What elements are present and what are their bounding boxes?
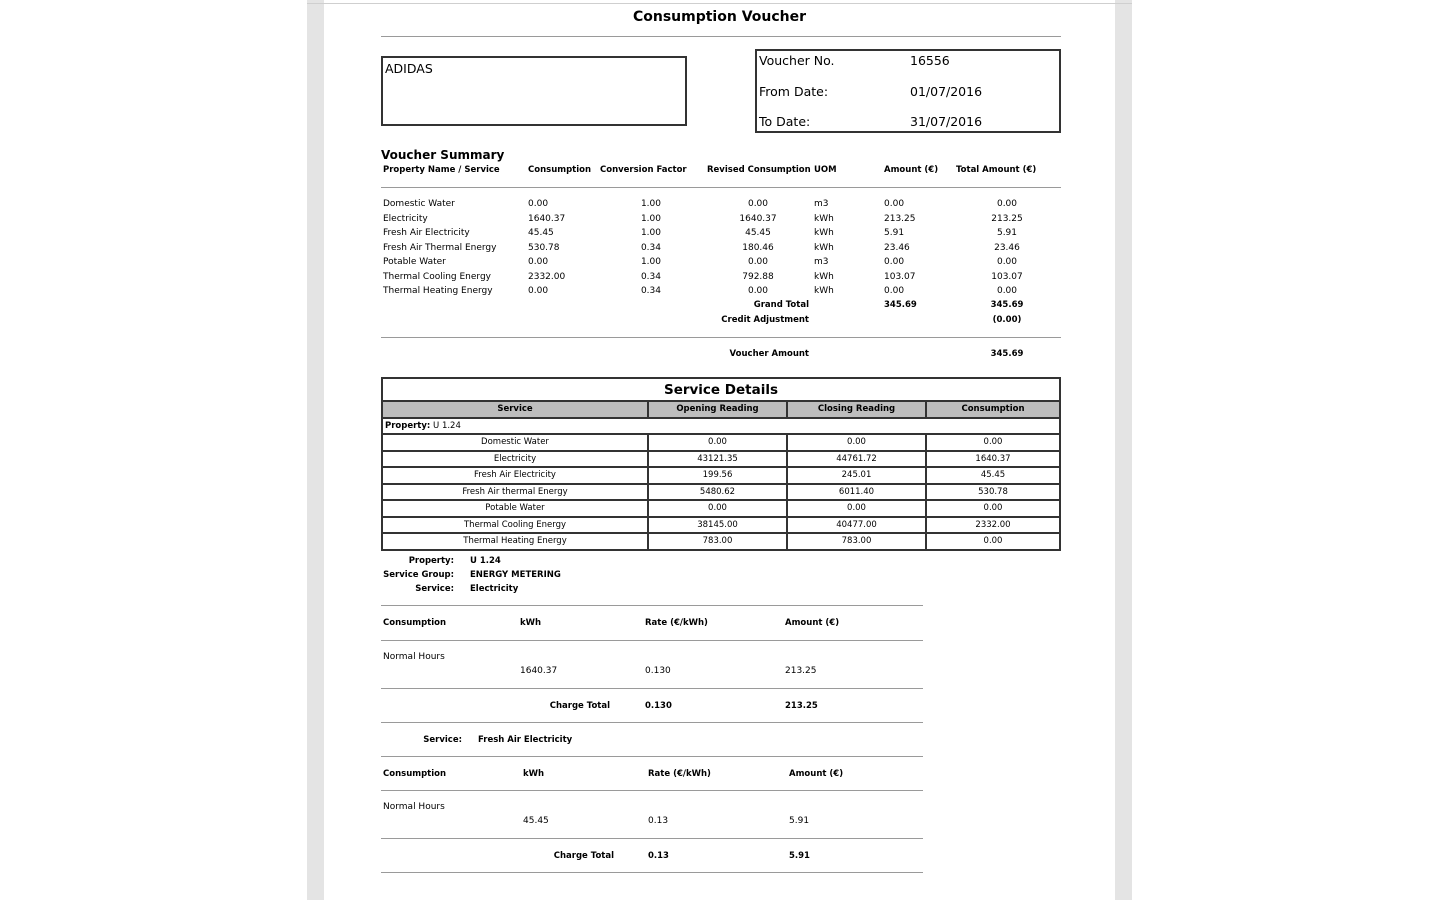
credit-adjustment-value: (0.00) xyxy=(992,314,1022,325)
details-closing: 44761.72 xyxy=(787,451,926,468)
details-closing: 783.00 xyxy=(787,533,926,550)
credit-adjustment-label: Credit Adjustment xyxy=(721,314,809,325)
charge2-col-rate: Rate (€/kWh) xyxy=(648,769,711,779)
table-row xyxy=(382,434,1060,451)
charge1-col-consumption: Consumption xyxy=(383,618,447,628)
charge1-rate: 0.130 xyxy=(645,666,671,676)
from-date-label: From Date: xyxy=(759,84,829,99)
charge2-amount: 5.91 xyxy=(789,816,810,826)
details-property-label: Property: xyxy=(385,420,431,431)
charge1-col-rate: Rate (€/kWh) xyxy=(645,618,708,628)
summary-revised: 180.46 xyxy=(742,242,774,253)
details-service: Domestic Water xyxy=(382,434,648,451)
voucher-no-label: Voucher No. xyxy=(759,53,835,68)
summary-col-revised: Revised Consumption xyxy=(707,165,811,175)
summary-col-amount: Amount (€) xyxy=(884,165,939,175)
details-consumption: 1640.37 xyxy=(926,451,1060,468)
table-row xyxy=(382,533,1060,550)
grand-total-total: 345.69 xyxy=(990,300,1024,310)
summary-uom: kWh xyxy=(814,271,834,282)
summary-total: 0.00 xyxy=(996,257,1018,267)
voucher-info-box xyxy=(755,49,1061,133)
summary-factor: 1.00 xyxy=(640,199,661,209)
charge2-top-divider xyxy=(381,756,923,757)
summary-consumption: 530.78 xyxy=(528,242,560,253)
details-service: Fresh Air Electricity xyxy=(382,467,648,484)
summary-factor: 1.00 xyxy=(640,228,661,238)
charge1-amount: 213.25 xyxy=(785,666,817,676)
from-date-value: 01/07/2016 xyxy=(910,84,983,99)
summary-col-service: Property Name / Service xyxy=(383,165,500,175)
charge1-total-rate: 0.130 xyxy=(645,701,672,711)
charges-property-value: U 1.24 xyxy=(470,556,501,566)
to-date-label: To Date: xyxy=(759,114,811,129)
summary-col-uom: UOM xyxy=(814,165,837,175)
charge2-service-label: Service: xyxy=(423,735,462,745)
details-closing: 40477.00 xyxy=(787,517,926,534)
document-page xyxy=(324,4,1115,900)
details-opening: 0.00 xyxy=(648,434,787,451)
voucher-amount-value: 345.69 xyxy=(990,349,1024,359)
service-details-table xyxy=(381,377,1061,551)
summary-heading: Voucher Summary xyxy=(381,148,505,162)
summary-amount: 0.00 xyxy=(884,199,905,209)
charge1-bottom-divider xyxy=(381,722,923,723)
charge1-col-unit: kWh xyxy=(520,618,542,628)
summary-consumption: 0.00 xyxy=(528,199,549,209)
charge1-header-divider xyxy=(381,640,923,641)
summary-service: Thermal Heating Energy xyxy=(383,286,493,296)
charge2-rate: 0.13 xyxy=(648,816,669,826)
summary-amount: 213.25 xyxy=(884,213,916,224)
charge2-header-divider xyxy=(381,790,923,791)
charge1-top-divider xyxy=(381,605,923,606)
service-group-label: Service Group: xyxy=(383,570,454,580)
details-consumption: 45.45 xyxy=(926,467,1060,484)
details-header-row xyxy=(382,401,1060,418)
charge2-col-amount: Amount (€) xyxy=(789,769,844,779)
to-date-value: 31/07/2016 xyxy=(910,114,983,129)
details-consumption: 0.00 xyxy=(926,533,1060,550)
summary-revised: 792.88 xyxy=(742,271,774,282)
table-row xyxy=(382,484,1060,501)
summary-col-total: Total Amount (€) xyxy=(956,165,1037,175)
summary-consumption: 2332.00 xyxy=(528,271,566,282)
charge1-body-divider xyxy=(381,688,923,689)
table-row xyxy=(382,467,1060,484)
details-opening: 5480.62 xyxy=(648,484,787,501)
service-details-heading: Service Details xyxy=(382,378,1060,401)
summary-revised: 45.45 xyxy=(745,228,771,238)
details-opening: 43121.35 xyxy=(648,451,787,468)
details-opening: 199.56 xyxy=(648,467,787,484)
details-property-row xyxy=(382,418,1060,435)
charge2-total-amount: 5.91 xyxy=(789,851,810,861)
service-label: Service: xyxy=(415,584,454,594)
charge1-col-amount: Amount (€) xyxy=(785,618,840,628)
table-row xyxy=(382,451,1060,468)
charge2-bottom-divider xyxy=(381,872,923,873)
summary-service: Thermal Cooling Energy xyxy=(383,271,492,282)
summary-service: Electricity xyxy=(383,213,428,224)
viewer-margin-left xyxy=(307,0,324,900)
summary-uom: kWh xyxy=(814,242,834,253)
charge2-body-divider xyxy=(381,838,923,839)
summary-service: Potable Water xyxy=(383,257,446,267)
summary-uom: kWh xyxy=(814,286,834,296)
summary-col-factor: Conversion Factor xyxy=(600,165,687,175)
summary-amount: 0.00 xyxy=(884,257,905,267)
details-service: Thermal Heating Energy xyxy=(382,533,648,550)
details-service: Fresh Air thermal Energy xyxy=(382,484,648,501)
charge1-band: Normal Hours xyxy=(383,652,445,662)
charge2-col-unit: kWh xyxy=(523,769,545,779)
title-divider xyxy=(381,36,1061,37)
charge1-total-amount: 213.25 xyxy=(785,701,818,711)
details-property xyxy=(382,418,1060,435)
summary-total: 0.00 xyxy=(996,286,1018,296)
summary-consumption: 0.00 xyxy=(528,286,549,296)
summary-uom: m3 xyxy=(814,257,829,267)
service-value: Electricity xyxy=(470,584,519,594)
details-property-value: U 1.24 xyxy=(433,420,461,431)
summary-total: 5.91 xyxy=(996,228,1018,238)
details-opening: 0.00 xyxy=(648,500,787,517)
details-col-consumption: Consumption xyxy=(926,401,1060,418)
details-consumption: 0.00 xyxy=(926,434,1060,451)
summary-footer-divider xyxy=(381,337,1061,338)
charge1-qty: 1640.37 xyxy=(520,666,558,676)
table-row xyxy=(382,517,1060,534)
summary-service: Fresh Air Electricity xyxy=(383,228,470,238)
details-col-opening: Opening Reading xyxy=(648,401,787,418)
details-service: Electricity xyxy=(382,451,648,468)
summary-factor: 0.34 xyxy=(640,286,661,296)
charge2-band: Normal Hours xyxy=(383,802,445,812)
summary-revised: 1640.37 xyxy=(739,213,777,224)
summary-col-consumption: Consumption xyxy=(528,165,592,175)
document-title: Consumption Voucher xyxy=(632,9,807,25)
viewer-margin-right xyxy=(1115,0,1132,900)
summary-factor: 0.34 xyxy=(640,271,661,282)
summary-factor: 0.34 xyxy=(640,242,661,253)
grand-total-label: Grand Total xyxy=(753,300,809,310)
service-group-value: ENERGY METERING xyxy=(470,570,561,580)
summary-total: 103.07 xyxy=(991,271,1023,282)
summary-uom: kWh xyxy=(814,228,834,238)
summary-factor: 1.00 xyxy=(640,213,661,224)
customer-name: ADIDAS xyxy=(385,61,433,76)
charge2-service-value: Fresh Air Electricity xyxy=(478,735,573,745)
summary-total: 213.25 xyxy=(991,213,1023,224)
details-consumption: 0.00 xyxy=(926,500,1060,517)
summary-factor: 1.00 xyxy=(640,257,661,267)
details-opening: 38145.00 xyxy=(648,517,787,534)
summary-consumption: 0.00 xyxy=(528,257,549,267)
summary-amount: 103.07 xyxy=(884,271,916,282)
summary-service: Domestic Water xyxy=(383,199,455,209)
details-consumption: 530.78 xyxy=(926,484,1060,501)
voucher-no-value: 16556 xyxy=(910,53,950,68)
summary-revised: 0.00 xyxy=(747,286,769,296)
summary-consumption: 45.45 xyxy=(528,228,554,238)
summary-total: 0.00 xyxy=(996,199,1018,209)
summary-amount: 23.46 xyxy=(884,242,910,253)
voucher-amount-label: Voucher Amount xyxy=(729,349,809,359)
details-col-service: Service xyxy=(382,401,648,418)
charge1-total-label: Charge Total xyxy=(549,701,610,711)
details-col-closing: Closing Reading xyxy=(787,401,926,418)
summary-revised: 0.00 xyxy=(747,257,769,267)
details-service: Thermal Cooling Energy xyxy=(382,517,648,534)
details-consumption: 2332.00 xyxy=(926,517,1060,534)
charges-property-label: Property: xyxy=(408,556,454,566)
details-service: Potable Water xyxy=(382,500,648,517)
summary-amount: 0.00 xyxy=(884,286,905,296)
details-closing: 0.00 xyxy=(787,434,926,451)
details-closing: 245.01 xyxy=(787,467,926,484)
charge2-total-rate: 0.13 xyxy=(648,851,669,861)
grand-total-amount: 345.69 xyxy=(884,300,917,310)
charge2-qty: 45.45 xyxy=(523,816,549,826)
summary-uom: m3 xyxy=(814,199,829,209)
customer-box xyxy=(381,56,687,126)
details-opening: 783.00 xyxy=(648,533,787,550)
charge2-col-consumption: Consumption xyxy=(383,769,447,779)
summary-service: Fresh Air Thermal Energy xyxy=(383,242,497,253)
summary-uom: kWh xyxy=(814,213,834,224)
summary-header-divider xyxy=(381,187,1061,188)
charge2-total-label: Charge Total xyxy=(553,851,614,861)
summary-amount: 5.91 xyxy=(884,228,905,238)
table-row xyxy=(382,500,1060,517)
details-closing: 0.00 xyxy=(787,500,926,517)
summary-revised: 0.00 xyxy=(747,199,769,209)
details-closing: 6011.40 xyxy=(787,484,926,501)
summary-consumption: 1640.37 xyxy=(528,213,566,224)
summary-total: 23.46 xyxy=(994,242,1020,253)
